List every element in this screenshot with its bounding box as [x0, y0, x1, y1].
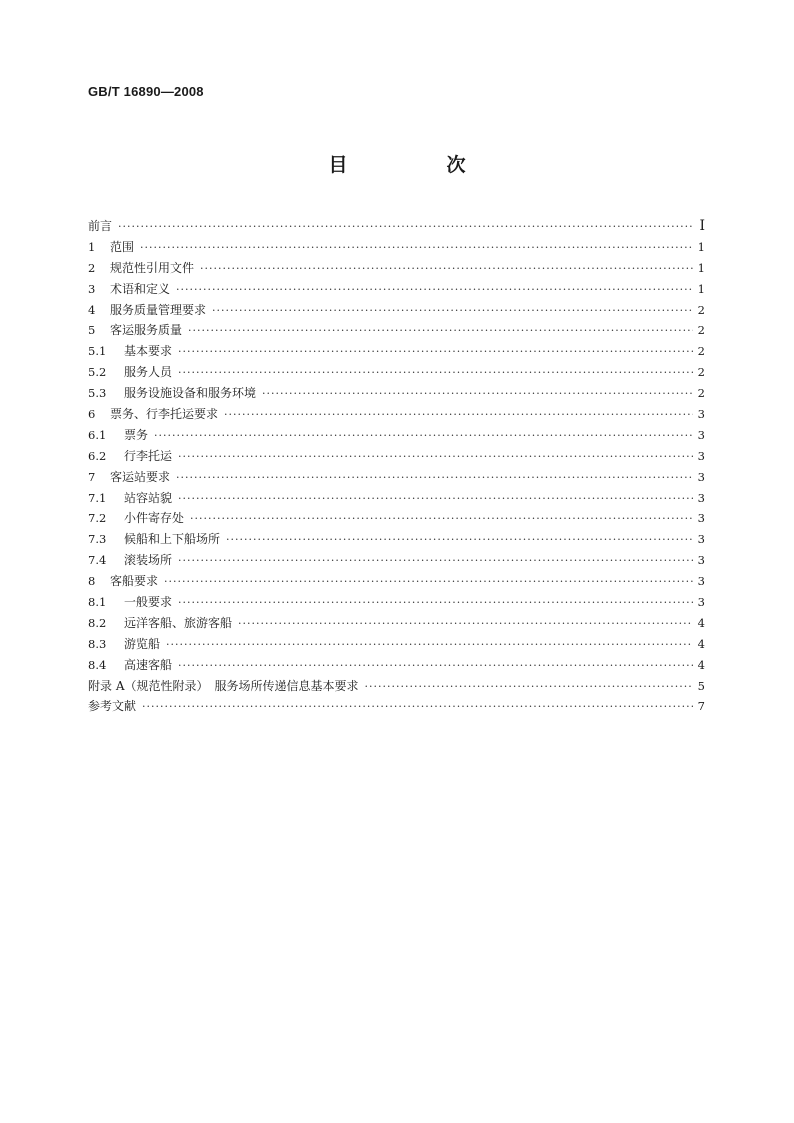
toc-entry-page: 3: [697, 490, 705, 505]
toc-entry-label: 高速客船: [124, 657, 173, 672]
toc-dot-leader: [178, 489, 693, 510]
toc-entry[interactable]: [88, 341, 705, 362]
toc-entry-page: 1: [697, 281, 705, 296]
toc-entry-page: 2: [697, 365, 705, 380]
toc-entry-label: 滚装场所: [124, 553, 173, 568]
toc-entry-number: 5.3: [88, 386, 107, 401]
toc-entry-label: 规范性引用文件: [110, 260, 195, 275]
toc-entry-number: 8.2: [88, 615, 107, 630]
toc-entry-page: 3: [697, 469, 705, 484]
toc-entry[interactable]: [88, 613, 705, 634]
toc-entry-page: 3: [697, 427, 705, 442]
table-of-contents: [88, 216, 705, 717]
toc-entry-label: 客运站要求: [110, 469, 171, 484]
toc-dot-leader: [178, 342, 693, 363]
toc-entry[interactable]: [88, 425, 705, 446]
toc-entry-page: 3: [697, 553, 705, 568]
toc-dot-leader: [164, 572, 693, 593]
toc-entry[interactable]: [88, 216, 705, 237]
toc-entry[interactable]: [88, 300, 705, 321]
toc-entry-number: 5: [88, 323, 96, 338]
toc-entry-label: 客运服务质量: [110, 323, 183, 338]
toc-dot-leader: [200, 259, 693, 280]
toc-entry[interactable]: [88, 279, 705, 300]
toc-entry[interactable]: [88, 696, 705, 717]
toc-dot-leader: [190, 509, 693, 530]
toc-entry[interactable]: [88, 655, 705, 676]
toc-entry-label: 票务、行李托运要求: [110, 407, 219, 422]
toc-entry-number: 8: [88, 574, 96, 589]
toc-entry-number: 7.3: [88, 532, 107, 547]
toc-entry-label: 一般要求: [124, 595, 173, 610]
toc-entry-label: 客船要求: [110, 574, 159, 589]
toc-entry-label: 游览船: [124, 636, 161, 651]
toc-entry-label: 票务: [124, 427, 149, 442]
toc-dot-leader: [178, 363, 693, 384]
toc-entry-number: 5.2: [88, 365, 107, 380]
toc-entry-page: 3: [697, 407, 705, 422]
toc-entry[interactable]: [88, 508, 705, 529]
toc-entry-label: 小件寄存处: [124, 511, 185, 526]
toc-entry[interactable]: [88, 634, 705, 655]
toc-entry-page: 2: [697, 302, 705, 317]
toc-dot-leader: [140, 238, 693, 259]
toc-entry[interactable]: [88, 320, 705, 341]
toc-entry-label: 附录 A（规范性附录） 服务场所传递信息基本要求: [88, 678, 359, 693]
toc-entry-number: 8.3: [88, 636, 107, 651]
toc-entry-label: 基本要求: [124, 344, 173, 359]
toc-dot-leader: [166, 635, 693, 656]
toc-entry-page: 3: [697, 574, 705, 589]
toc-entry-number: 1: [88, 239, 96, 254]
toc-entry[interactable]: [88, 550, 705, 571]
toc-entry-page: 4: [697, 657, 705, 672]
toc-dot-leader: [178, 447, 693, 468]
toc-entry-label: 远洋客船、旅游客船: [124, 615, 233, 630]
toc-entry-number: 7.2: [88, 511, 107, 526]
toc-entry-page: 3: [697, 532, 705, 547]
toc-entry[interactable]: [88, 467, 705, 488]
toc-entry-page: 3: [697, 448, 705, 463]
toc-entry-number: 4: [88, 302, 96, 317]
toc-entry-page: 2: [697, 344, 705, 359]
toc-entry-label: 站容站貌: [124, 490, 173, 505]
toc-entry-page: 7: [697, 699, 705, 714]
toc-entry[interactable]: [88, 237, 705, 258]
toc-entry-label: 服务人员: [124, 365, 173, 380]
toc-dot-leader: [212, 301, 693, 322]
toc-entry-number: 2: [88, 260, 96, 275]
toc-entry[interactable]: [88, 362, 705, 383]
toc-entry-number: 6.1: [88, 427, 107, 442]
toc-entry-page: 3: [697, 511, 705, 526]
toc-entry-label: 参考文献: [88, 699, 137, 714]
toc-dot-leader: [226, 530, 693, 551]
toc-dot-leader: [176, 280, 693, 301]
page-title: 目 次: [328, 154, 506, 176]
toc-dot-leader: [178, 551, 693, 572]
toc-entry[interactable]: [88, 488, 705, 509]
toc-entry-label: 服务质量管理要求: [110, 302, 207, 317]
toc-entry-label: 前言: [88, 219, 113, 233]
standard-code: GB/T 16890—2008: [88, 84, 204, 99]
toc-entry-label: 服务设施设备和服务环境: [124, 386, 257, 401]
toc-entry[interactable]: [88, 592, 705, 613]
toc-entry[interactable]: [88, 383, 705, 404]
toc-dot-leader: [178, 656, 693, 677]
toc-entry-number: 6.2: [88, 448, 107, 463]
toc-entry-number: 5.1: [88, 344, 107, 359]
toc-entry-page: 2: [697, 323, 705, 338]
toc-entry[interactable]: [88, 446, 705, 467]
toc-dot-leader: [178, 593, 693, 614]
toc-dot-leader: [142, 697, 693, 718]
toc-entry[interactable]: [88, 258, 705, 279]
toc-entry[interactable]: [88, 529, 705, 550]
toc-entry-page: 3: [697, 595, 705, 610]
toc-dot-leader: [176, 468, 693, 489]
toc-entry-number: 7.1: [88, 490, 107, 505]
toc-entry-label: 术语和定义: [110, 281, 171, 296]
toc-entry-number: 6: [88, 407, 96, 422]
toc-entry-page: 1: [697, 260, 705, 275]
toc-entry-page: 5: [697, 678, 705, 693]
toc-entry-number: 7: [88, 469, 96, 484]
toc-entry-number: 8.4: [88, 657, 107, 672]
toc-dot-leader: [118, 217, 693, 238]
toc-entry-page: 4: [697, 636, 705, 651]
toc-entry[interactable]: [88, 676, 705, 697]
toc-entry-number: 3: [88, 281, 96, 296]
toc-entry-number: 8.1: [88, 595, 107, 610]
toc-entry-page: Ⅰ: [699, 218, 705, 234]
toc-dot-leader: [262, 384, 693, 405]
toc-entry-label: 范围: [110, 239, 135, 254]
toc-entry-number: 7.4: [88, 553, 107, 568]
toc-dot-leader: [224, 405, 693, 426]
toc-entry-page: 4: [697, 615, 705, 630]
toc-entry-page: 1: [697, 239, 705, 254]
toc-entry-label: 行李托运: [124, 448, 173, 463]
toc-entry-page: 2: [697, 386, 705, 401]
toc-entry[interactable]: [88, 404, 705, 425]
toc-entry-label: 候船和上下船场所: [124, 532, 221, 547]
toc-dot-leader: [154, 426, 693, 447]
toc-entry[interactable]: [88, 571, 705, 592]
toc-dot-leader: [364, 677, 693, 698]
toc-dot-leader: [238, 614, 693, 635]
toc-dot-leader: [188, 321, 693, 342]
